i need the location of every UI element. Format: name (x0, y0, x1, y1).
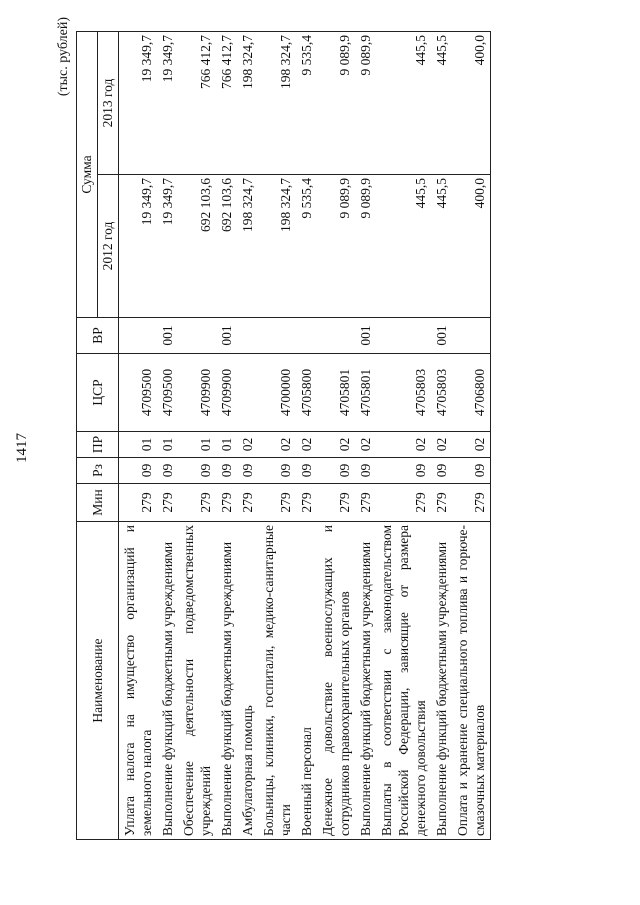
row-csr: 4705803 (376, 354, 431, 432)
row-csr: 4705803 (431, 354, 452, 432)
row-vr (237, 318, 258, 354)
table-body (119, 31, 491, 839)
row-amount-2012: 198 324,7 (258, 175, 296, 318)
row-amount-2013: 9 535,4 (296, 31, 317, 174)
row-pr: 02 (431, 432, 452, 458)
row-vr: 001 (216, 318, 237, 354)
table-row (376, 31, 431, 839)
row-name: Выполнение функций бюджетными учреждениями (355, 522, 376, 840)
header-vr: ВР (77, 318, 119, 354)
row-pr: 01 (216, 432, 237, 458)
row-vr: 001 (355, 318, 376, 354)
row-rz: 09 (119, 458, 158, 484)
header-year-2013: 2013 год (98, 31, 119, 174)
units-note: (тыс. рублей) (56, 17, 71, 97)
row-amount-2012: 445,5 (431, 175, 452, 318)
row-amount-2013: 19 349,7 (119, 31, 158, 174)
row-name: Обеспечение деятельности подведомственных учреждений (178, 522, 216, 840)
row-name: Выполнение функций бюджетными учреждениями (431, 522, 452, 840)
table-row (317, 31, 355, 839)
row-name: Денежное довольствие военнослужащих и сотрудников правоохранительных органов (317, 522, 355, 840)
header-min: Мин (77, 484, 119, 522)
row-csr: 4709900 (178, 354, 216, 432)
row-amount-2013: 445,5 (376, 31, 431, 174)
header-pr: ПР (77, 432, 119, 458)
row-rz: 09 (157, 458, 178, 484)
row-name: Выполнение функций бюджетными учреждениями (216, 522, 237, 840)
row-csr: 4709500 (119, 354, 158, 432)
row-amount-2012: 19 349,7 (157, 175, 178, 318)
row-rz: 09 (237, 458, 258, 484)
row-csr: 4709500 (157, 354, 178, 432)
row-rz: 09 (317, 458, 355, 484)
table-row (178, 31, 216, 839)
row-amount-2013: 445,5 (431, 31, 452, 174)
row-name: Выплаты в соответствии с законодательством Российской Федерации, зависящие от размера денежного довольствия (376, 522, 431, 840)
row-csr: 4705800 (296, 354, 317, 432)
row-rz: 09 (178, 458, 216, 484)
table-row (296, 31, 317, 839)
row-csr: 4706800 (452, 354, 491, 432)
row-min: 279 (452, 484, 491, 522)
row-pr: 02 (237, 432, 258, 458)
header-row-top (77, 31, 98, 839)
row-min: 279 (237, 484, 258, 522)
row-min: 279 (355, 484, 376, 522)
row-amount-2012: 445,5 (376, 175, 431, 318)
row-min: 279 (258, 484, 296, 522)
row-pr: 02 (355, 432, 376, 458)
row-vr (258, 318, 296, 354)
row-pr: 02 (317, 432, 355, 458)
row-vr (178, 318, 216, 354)
table-row (237, 31, 258, 839)
row-pr: 01 (157, 432, 178, 458)
row-min: 279 (157, 484, 178, 522)
row-amount-2013: 198 324,7 (258, 31, 296, 174)
row-amount-2013: 9 089,9 (355, 31, 376, 174)
row-amount-2013: 9 089,9 (317, 31, 355, 174)
row-csr: 4700000 (258, 354, 296, 432)
row-vr (452, 318, 491, 354)
row-amount-2012: 692 103,6 (216, 175, 237, 318)
row-pr: 02 (452, 432, 491, 458)
row-rz: 09 (376, 458, 431, 484)
table-row (119, 31, 158, 839)
row-min: 279 (296, 484, 317, 522)
row-min: 279 (178, 484, 216, 522)
row-vr: 001 (157, 318, 178, 354)
row-amount-2013: 766 412,7 (178, 31, 216, 174)
row-rz: 09 (355, 458, 376, 484)
row-vr (296, 318, 317, 354)
row-pr: 02 (376, 432, 431, 458)
table-row (452, 31, 491, 839)
row-name: Больницы, клиники, госпитали, медико-санитарные части (258, 522, 296, 840)
row-vr: 001 (431, 318, 452, 354)
table-row (258, 31, 296, 839)
header-sum: Сумма (77, 31, 98, 317)
header-year-2012: 2012 год (98, 175, 119, 318)
row-csr: 4705801 (317, 354, 355, 432)
table-row (216, 31, 237, 839)
row-amount-2012: 9 089,9 (317, 175, 355, 318)
row-rz: 09 (296, 458, 317, 484)
row-csr (237, 354, 258, 432)
row-name: Военный персонал (296, 522, 317, 840)
page-number: 1417 (14, 433, 30, 463)
budget-table (76, 31, 491, 840)
row-name: Уплата налога на имущество организаций и земельного налога (119, 522, 158, 840)
row-rz: 09 (431, 458, 452, 484)
row-amount-2012: 19 349,7 (119, 175, 158, 318)
row-amount-2012: 9 089,9 (355, 175, 376, 318)
row-amount-2012: 9 535,4 (296, 175, 317, 318)
header-rz: Рз (77, 458, 119, 484)
table-row (431, 31, 452, 839)
row-amount-2013: 19 349,7 (157, 31, 178, 174)
row-amount-2013: 198 324,7 (237, 31, 258, 174)
row-rz: 09 (258, 458, 296, 484)
row-pr: 02 (296, 432, 317, 458)
row-csr: 4705801 (355, 354, 376, 432)
row-pr: 01 (178, 432, 216, 458)
row-pr: 01 (119, 432, 158, 458)
row-amount-2012: 400,0 (452, 175, 491, 318)
row-name: Амбулаторная помощь (237, 522, 258, 840)
row-pr: 02 (258, 432, 296, 458)
row-name: Выполнение функций бюджетными учреждениями (157, 522, 178, 840)
row-amount-2012: 692 103,6 (178, 175, 216, 318)
row-amount-2013: 766 412,7 (216, 31, 237, 174)
row-min: 279 (376, 484, 431, 522)
row-min: 279 (317, 484, 355, 522)
row-amount-2013: 400,0 (452, 31, 491, 174)
row-min: 279 (119, 484, 158, 522)
row-amount-2012: 198 324,7 (237, 175, 258, 318)
table-row (157, 31, 178, 839)
row-csr: 4709900 (216, 354, 237, 432)
row-vr (376, 318, 431, 354)
row-name: Оплата и хранение специального топлива и горюче-смазочных материалов (452, 522, 491, 840)
row-vr (119, 318, 158, 354)
table-row (355, 31, 376, 839)
header-name: Наименование (77, 522, 119, 840)
row-min: 279 (431, 484, 452, 522)
header-csr: ЦСР (77, 354, 119, 432)
row-rz: 09 (216, 458, 237, 484)
row-vr (317, 318, 355, 354)
row-rz: 09 (452, 458, 491, 484)
row-min: 279 (216, 484, 237, 522)
